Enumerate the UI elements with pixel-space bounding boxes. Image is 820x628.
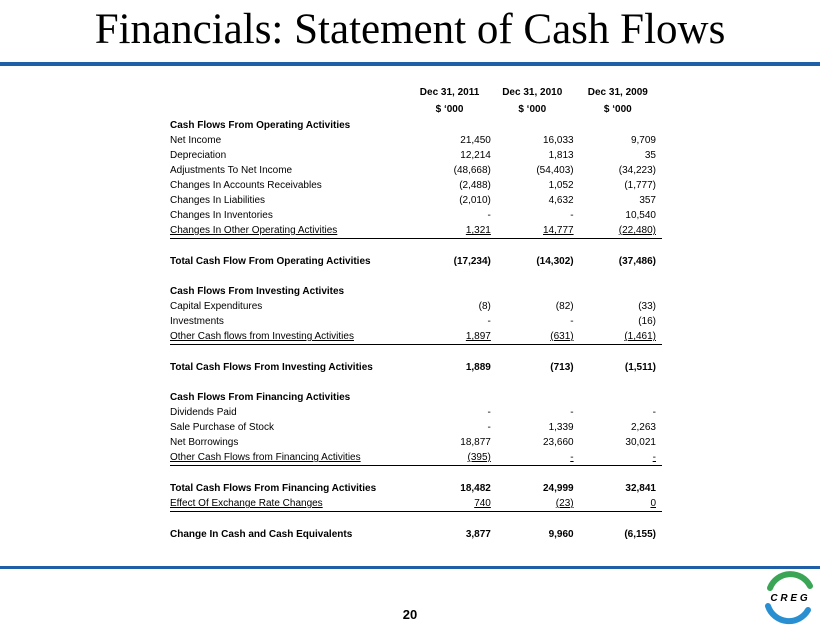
table-row xyxy=(170,496,662,512)
row-value xyxy=(408,284,491,299)
row-value xyxy=(491,466,574,482)
row-value: 14,777 xyxy=(491,223,574,239)
table-row xyxy=(170,299,662,314)
row-value: (37,486) xyxy=(618,256,656,267)
column-header-unit: $ ‘000 xyxy=(603,104,632,115)
table-row xyxy=(170,405,662,420)
row-value xyxy=(408,269,491,284)
section-header-row xyxy=(170,284,662,299)
row-value: (14,302) xyxy=(536,256,574,267)
row-value: (82) xyxy=(555,301,574,312)
row-value: 18,877 xyxy=(460,437,491,448)
row-value xyxy=(574,269,662,284)
row-label: Other Cash flows from Investing Activities xyxy=(170,329,408,345)
row-label: Investments xyxy=(170,316,224,327)
column-header-date: Dec 31, 2010 xyxy=(502,87,563,98)
row-value xyxy=(491,284,574,299)
table-row xyxy=(170,223,662,239)
row-value xyxy=(574,345,662,361)
row-value: - xyxy=(491,450,574,466)
row-value xyxy=(574,466,662,482)
row-value xyxy=(574,512,662,528)
row-value: (22,480) xyxy=(574,223,662,239)
spacer-row xyxy=(170,345,662,361)
spacer-row xyxy=(170,512,662,528)
row-value: 30,021 xyxy=(625,437,656,448)
table-row xyxy=(170,163,662,178)
row-value: (48,668) xyxy=(453,165,491,176)
row-value: 1,052 xyxy=(548,180,574,191)
row-label: Cash Flows From Financing Activities xyxy=(170,392,351,403)
row-value xyxy=(574,284,662,299)
row-value xyxy=(408,466,491,482)
row-value: 1,897 xyxy=(408,329,491,345)
row-label: Changes In Accounts Receivables xyxy=(170,180,322,191)
header-row-units xyxy=(170,101,662,118)
row-label: Changes In Liabilities xyxy=(170,195,266,206)
logo-text: C R E G xyxy=(770,593,808,604)
spacer-row xyxy=(170,466,662,482)
row-value xyxy=(408,375,491,390)
row-value xyxy=(574,118,662,133)
table-row xyxy=(170,193,662,208)
row-value: - xyxy=(487,407,491,418)
row-value: 1,321 xyxy=(408,223,491,239)
row-value: 9,709 xyxy=(630,135,656,146)
row-label: Change In Cash and Cash Equivalents xyxy=(170,529,353,540)
row-label xyxy=(170,269,408,284)
row-value: - xyxy=(574,450,662,466)
row-label: Adjustments To Net Income xyxy=(170,165,293,176)
column-header-unit: $ ‘000 xyxy=(435,104,464,115)
row-value: 23,660 xyxy=(543,437,574,448)
row-value: 1,813 xyxy=(548,150,574,161)
table-row xyxy=(170,435,662,450)
row-value: (8) xyxy=(478,301,491,312)
row-value xyxy=(491,512,574,528)
row-value: 2,263 xyxy=(630,422,656,433)
row-value xyxy=(408,239,491,255)
row-value: (395) xyxy=(408,450,491,466)
total-row xyxy=(170,254,662,269)
row-value: - xyxy=(570,407,574,418)
row-value: 35 xyxy=(644,150,656,161)
row-value: 32,841 xyxy=(625,483,656,494)
total-row xyxy=(170,527,662,542)
column-header-date: Dec 31, 2009 xyxy=(587,87,648,98)
row-value: (2,010) xyxy=(459,195,491,206)
row-value xyxy=(408,390,491,405)
row-value: (54,403) xyxy=(536,165,574,176)
row-value: 16,033 xyxy=(543,135,574,146)
row-value xyxy=(408,345,491,361)
row-label: Effect Of Exchange Rate Changes xyxy=(170,496,408,512)
header-blank xyxy=(170,84,408,101)
row-value xyxy=(491,375,574,390)
row-value: (23) xyxy=(491,496,574,512)
logo-blue-arc xyxy=(768,606,808,621)
column-header-unit: $ ‘000 xyxy=(518,104,547,115)
row-label: Total Cash Flows From Financing Activities xyxy=(170,483,377,494)
row-value: (16) xyxy=(638,316,656,327)
row-value: (2,488) xyxy=(459,180,491,191)
table-row xyxy=(170,450,662,466)
logo-green-arc xyxy=(770,574,810,588)
table-row xyxy=(170,314,662,329)
row-label: Net Borrowings xyxy=(170,437,239,448)
row-label xyxy=(170,345,408,361)
row-label: Cash Flows From Investing Activites xyxy=(170,286,345,297)
row-value: (1,461) xyxy=(574,329,662,345)
table-row xyxy=(170,133,662,148)
row-label xyxy=(170,512,408,528)
table-row xyxy=(170,420,662,435)
row-label: Capital Expenditures xyxy=(170,301,263,312)
row-value: 4,632 xyxy=(548,195,574,206)
row-value: 9,960 xyxy=(548,529,574,540)
table-row xyxy=(170,329,662,345)
row-value: 24,999 xyxy=(543,483,574,494)
row-label: Other Cash Flows from Financing Activities xyxy=(170,450,408,466)
row-value xyxy=(574,375,662,390)
row-value: 21,450 xyxy=(460,135,491,146)
row-value xyxy=(491,390,574,405)
row-value: - xyxy=(487,210,491,221)
header-row-dates xyxy=(170,84,662,101)
row-value: 12,214 xyxy=(460,150,491,161)
spacer-row xyxy=(170,269,662,284)
row-value: 357 xyxy=(639,195,656,206)
page-title: Financials: Statement of Cash Flows xyxy=(94,6,726,53)
row-value xyxy=(491,118,574,133)
row-label: Changes In Other Operating Activities xyxy=(170,223,408,239)
section-header-row xyxy=(170,118,662,133)
row-value: (6,155) xyxy=(624,529,656,540)
spacer-row xyxy=(170,239,662,255)
row-value: - xyxy=(652,407,656,418)
creg-logo xyxy=(760,568,818,626)
row-value: (1,777) xyxy=(624,180,656,191)
row-value: - xyxy=(570,210,574,221)
row-label: Changes In Inventories xyxy=(170,210,273,221)
row-value: - xyxy=(487,316,491,327)
row-value xyxy=(574,390,662,405)
row-value: 18,482 xyxy=(460,483,491,494)
footer-divider xyxy=(0,566,820,569)
header-divider xyxy=(0,62,820,66)
row-value: (17,234) xyxy=(453,256,491,267)
row-value xyxy=(408,512,491,528)
row-value xyxy=(491,345,574,361)
row-value xyxy=(491,239,574,255)
row-label: Total Cash Flow From Operating Activities xyxy=(170,256,371,267)
row-value: 1,889 xyxy=(465,362,491,373)
row-value: 3,877 xyxy=(465,529,491,540)
column-header-date: Dec 31, 2011 xyxy=(419,87,480,98)
row-value: 1,339 xyxy=(548,422,574,433)
row-value: 10,540 xyxy=(625,210,656,221)
row-value: (713) xyxy=(550,362,574,373)
row-label xyxy=(170,466,408,482)
row-label xyxy=(170,239,408,255)
row-label xyxy=(170,375,408,390)
row-value: - xyxy=(487,422,491,433)
row-value: (1,511) xyxy=(624,362,656,373)
row-label: Cash Flows From Operating Activities xyxy=(170,120,351,131)
table-row xyxy=(170,178,662,193)
row-value xyxy=(574,239,662,255)
total-row xyxy=(170,360,662,375)
page-number: 20 xyxy=(402,607,418,622)
row-value: (33) xyxy=(638,301,656,312)
table-row xyxy=(170,208,662,223)
row-label: Depreciation xyxy=(170,150,227,161)
row-label: Dividends Paid xyxy=(170,407,237,418)
row-value xyxy=(408,118,491,133)
table-row xyxy=(170,148,662,163)
row-label: Net Income xyxy=(170,135,222,146)
row-label: Total Cash Flows From Investing Activities xyxy=(170,362,373,373)
row-label: Sale Purchase of Stock xyxy=(170,422,274,433)
row-value: 0 xyxy=(574,496,662,512)
header-blank xyxy=(170,101,408,118)
spacer-row xyxy=(170,375,662,390)
total-row xyxy=(170,481,662,496)
row-value: (631) xyxy=(491,329,574,345)
section-header-row xyxy=(170,390,662,405)
row-value: 740 xyxy=(408,496,491,512)
row-value: - xyxy=(570,316,574,327)
cash-flow-table xyxy=(170,84,662,542)
row-value xyxy=(491,269,574,284)
row-value: (34,223) xyxy=(618,165,656,176)
